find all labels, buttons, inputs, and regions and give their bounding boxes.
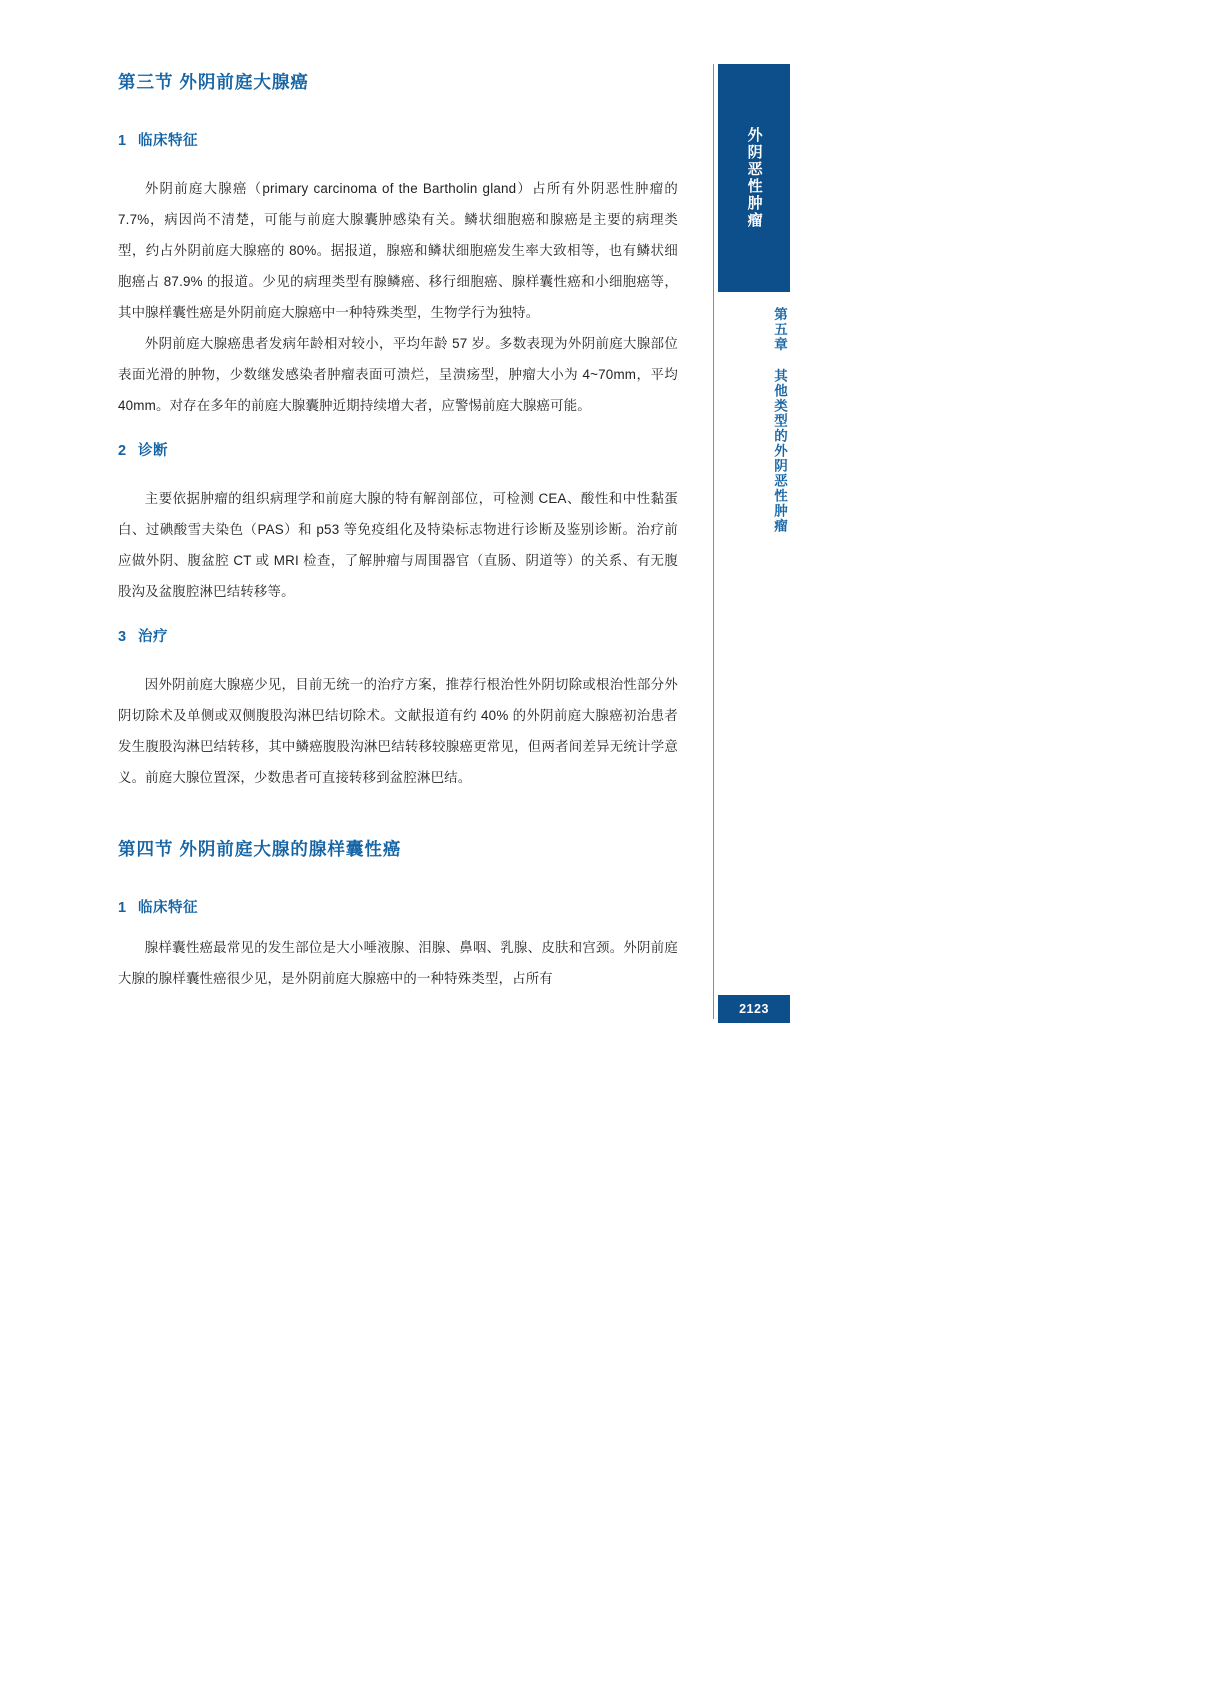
subsection-number: 1 xyxy=(118,132,127,149)
side-tab-chapter: 第五章 其他类型的外阴恶性肿瘤 xyxy=(772,306,787,534)
subsection-heading-2-1 xyxy=(118,898,678,918)
margin-divider xyxy=(713,64,714,1019)
subsection-number: 2 xyxy=(118,442,127,459)
subsection-label: 治疗 xyxy=(138,629,168,646)
subsection-heading-1-3 xyxy=(118,627,678,647)
subsection-label: 诊断 xyxy=(138,442,168,459)
subsection-number: 1 xyxy=(118,899,127,916)
page-number: 2123 xyxy=(718,995,790,1023)
paragraph: 外阴前庭大腺癌患者发病年龄相对较小，平均年龄 57 岁。多数表现为外阴前庭大腺部位表面光滑的肿物，少数继发感染者肿瘤表面可溃烂，呈溃疡型，肿瘤大小为 4~70mm，平均 40mm。对存在多年的前庭大腺囊肿近期持续增大者，应警惕前庭大腺癌可能。 xyxy=(118,335,678,413)
side-tab-title xyxy=(718,64,790,292)
section-title-3: 第三节 外阴前庭大腺癌 xyxy=(118,72,309,92)
paragraph: 因外阴前庭大腺癌少见，目前无统一的治疗方案，推荐行根治性外阴切除或根治性部分外阴切除术及单侧或双侧腹股沟淋巴结切除术。文献报道有约 40% 的外阴前庭大腺癌初治患者发生腹股沟淋巴结转移，其中鳞癌腹股沟淋巴结转移较腺癌更常见，但两者间差异无统计学意义。前庭大腺位置深，少数患者可直接转移到盆腔淋巴结。 xyxy=(118,677,678,786)
subsection-label: 临床特征 xyxy=(138,899,198,916)
main-text-column xyxy=(118,70,678,994)
subsection-label: 临床特征 xyxy=(138,132,198,149)
side-tab-title-text: 外阴恶性肿瘤 xyxy=(745,127,763,229)
section-title-4: 第四节 外阴前庭大腺的腺样囊性癌 xyxy=(118,839,402,860)
paragraph: 腺样囊性癌最常见的发生部位是大小唾液腺、泪腺、鼻咽、乳腺、皮肤和宫颈。外阴前庭大腺的腺样囊性癌很少见，是外阴前庭大腺癌中的一种特殊类型，占所有 xyxy=(118,940,678,987)
subsection-heading-1-2 xyxy=(118,441,678,461)
paragraph: 主要依据肿瘤的组织病理学和前庭大腺的特有解剖部位，可检测 CEA、酸性和中性黏蛋白、过碘酸雪夫染色（PAS）和 p53 等免疫组化及特染标志物进行诊断及鉴别诊断。治疗前应做外阴、腹盆腔 CT 或 MRI 检查，了解肿瘤与周围器官（直肠、阴道等）的关系、有无腹股沟及盆腹腔淋巴结转移等。 xyxy=(118,491,678,600)
paragraph: 外阴前庭大腺癌（primary carcinoma of the Bartholin gland）占所有外阴恶性肿瘤的 7.7%，病因尚不清楚，可能与前庭大腺囊肿感染有关。鳞状细胞癌和腺癌是主要的病理类型，约占外阴前庭大腺癌的 80%。据报道，腺癌和鳞状细胞癌发生率大致相等，也有鳞状细胞癌占 87.9% 的报道。少见的病理类型有腺鳞癌、移行细胞癌、腺样囊性癌和小细胞癌等，其中腺样囊性癌是外阴前庭大腺癌中一种特殊类型，生物学行为独特。 xyxy=(118,180,678,320)
subsection-heading-1-1 xyxy=(118,131,678,151)
subsection-number: 3 xyxy=(118,629,127,646)
